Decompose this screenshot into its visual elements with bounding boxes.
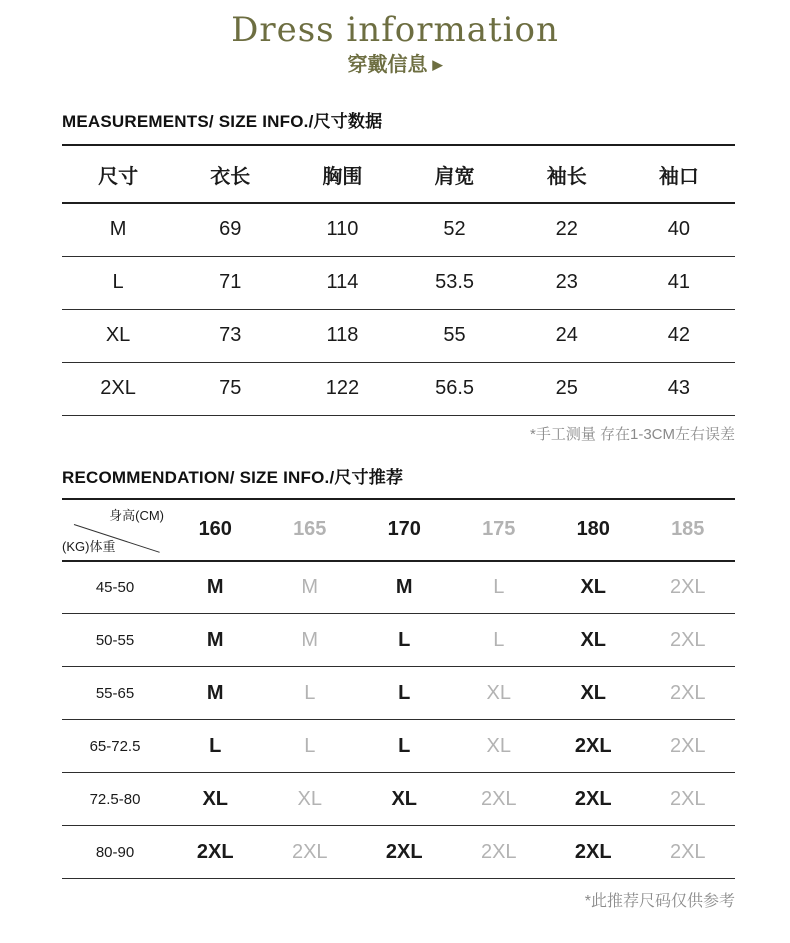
height-column-header: 160 [168,500,263,561]
weight-row-label: 50-55 [62,614,168,667]
size-reco-cell: 2XL [641,826,736,879]
size-reco-cell: 2XL [357,826,452,879]
size-cell: M [62,203,174,256]
size-cell: L [62,256,174,309]
size-reco-cell: M [357,561,452,614]
measurements-table [62,146,735,416]
size-reco-cell: M [168,667,263,720]
value-cell: 41 [623,256,735,309]
table-row [62,309,735,362]
column-header: 肩宽 [398,146,510,203]
table-row [62,203,735,256]
value-cell: 71 [174,256,286,309]
value-cell: 23 [511,256,623,309]
value-cell: 122 [286,362,398,415]
column-header: 尺寸 [62,146,174,203]
value-cell: 56.5 [398,362,510,415]
size-reco-cell: L [168,720,263,773]
weight-axis-label: (KG)体重 [62,538,116,554]
size-reco-cell: L [452,561,547,614]
recommendation-section [62,466,735,913]
size-cell: XL [62,309,174,362]
size-reco-cell: L [263,720,358,773]
measurements-footnote: *手工测量 存在1-3CM左右误差 [529,425,735,443]
measurements-heading: MEASUREMENTS/ SIZE INFO./尺寸数据 [62,110,735,146]
weight-row-label: 65-72.5 [62,720,168,773]
arrow-right-icon: ▶ [432,57,443,72]
value-cell: 110 [286,203,398,256]
page-subtitle-text: 穿戴信息 [347,54,428,76]
weight-row-label: 72.5-80 [62,773,168,826]
table-row [62,614,735,667]
value-cell: 22 [511,203,623,256]
size-reco-cell: XL [546,614,641,667]
height-column-header: 165 [263,500,358,561]
recommendation-table [62,500,735,880]
height-column-header: 175 [452,500,547,561]
size-reco-cell: 2XL [641,667,736,720]
size-reco-cell: 2XL [641,773,736,826]
value-cell: 73 [174,309,286,362]
table-row [62,362,735,415]
value-cell: 24 [511,309,623,362]
size-reco-cell: 2XL [452,826,547,879]
size-reco-cell: M [263,614,358,667]
corner-header-cell [62,500,168,561]
page-title: Dress information [231,10,559,50]
value-cell: 69 [174,203,286,256]
value-cell: 42 [623,309,735,362]
column-header: 衣长 [174,146,286,203]
size-reco-cell: L [452,614,547,667]
table-row [62,773,735,826]
size-reco-cell: 2XL [263,826,358,879]
size-reco-cell: 2XL [641,720,736,773]
size-reco-cell: 2XL [641,561,736,614]
recommendation-footnote: *此推荐尺码仅供参考 [584,893,735,910]
value-cell: 53.5 [398,256,510,309]
size-reco-cell: L [357,720,452,773]
size-reco-cell: XL [168,773,263,826]
height-column-header: 170 [357,500,452,561]
size-reco-cell: XL [546,667,641,720]
recommendation-header-row [62,500,735,561]
value-cell: 43 [623,362,735,415]
height-column-header: 180 [546,500,641,561]
size-reco-cell: XL [452,720,547,773]
size-reco-cell: M [263,561,358,614]
banner [0,10,790,78]
size-reco-cell: 2XL [546,773,641,826]
size-reco-cell: M [168,561,263,614]
measurements-header-row [62,146,735,203]
size-reco-cell: XL [263,773,358,826]
measurements-section [62,110,735,445]
size-reco-cell: XL [452,667,547,720]
value-cell: 52 [398,203,510,256]
size-reco-cell: XL [546,561,641,614]
height-column-header: 185 [641,500,736,561]
value-cell: 25 [511,362,623,415]
size-reco-cell: L [357,667,452,720]
column-header: 袖口 [623,146,735,203]
size-reco-cell: M [168,614,263,667]
column-header: 袖长 [511,146,623,203]
page-subtitle [0,52,790,78]
weight-row-label: 45-50 [62,561,168,614]
size-cell: 2XL [62,362,174,415]
size-reco-cell: 2XL [546,720,641,773]
table-row [62,256,735,309]
column-header: 胸围 [286,146,398,203]
value-cell: 118 [286,309,398,362]
size-reco-cell: L [263,667,358,720]
table-row [62,720,735,773]
table-row [62,667,735,720]
value-cell: 55 [398,309,510,362]
height-axis-label: 身高(CM) [109,507,164,523]
size-reco-cell: 2XL [546,826,641,879]
value-cell: 114 [286,256,398,309]
value-cell: 75 [174,362,286,415]
size-reco-cell: 2XL [641,614,736,667]
recommendation-heading: RECOMMENDATION/ SIZE INFO./尺寸推荐 [62,466,735,500]
size-reco-cell: L [357,614,452,667]
weight-row-label: 80-90 [62,826,168,879]
size-reco-cell: 2XL [452,773,547,826]
table-row [62,826,735,879]
weight-row-label: 55-65 [62,667,168,720]
value-cell: 40 [623,203,735,256]
size-reco-cell: XL [357,773,452,826]
table-row [62,561,735,614]
size-reco-cell: 2XL [168,826,263,879]
